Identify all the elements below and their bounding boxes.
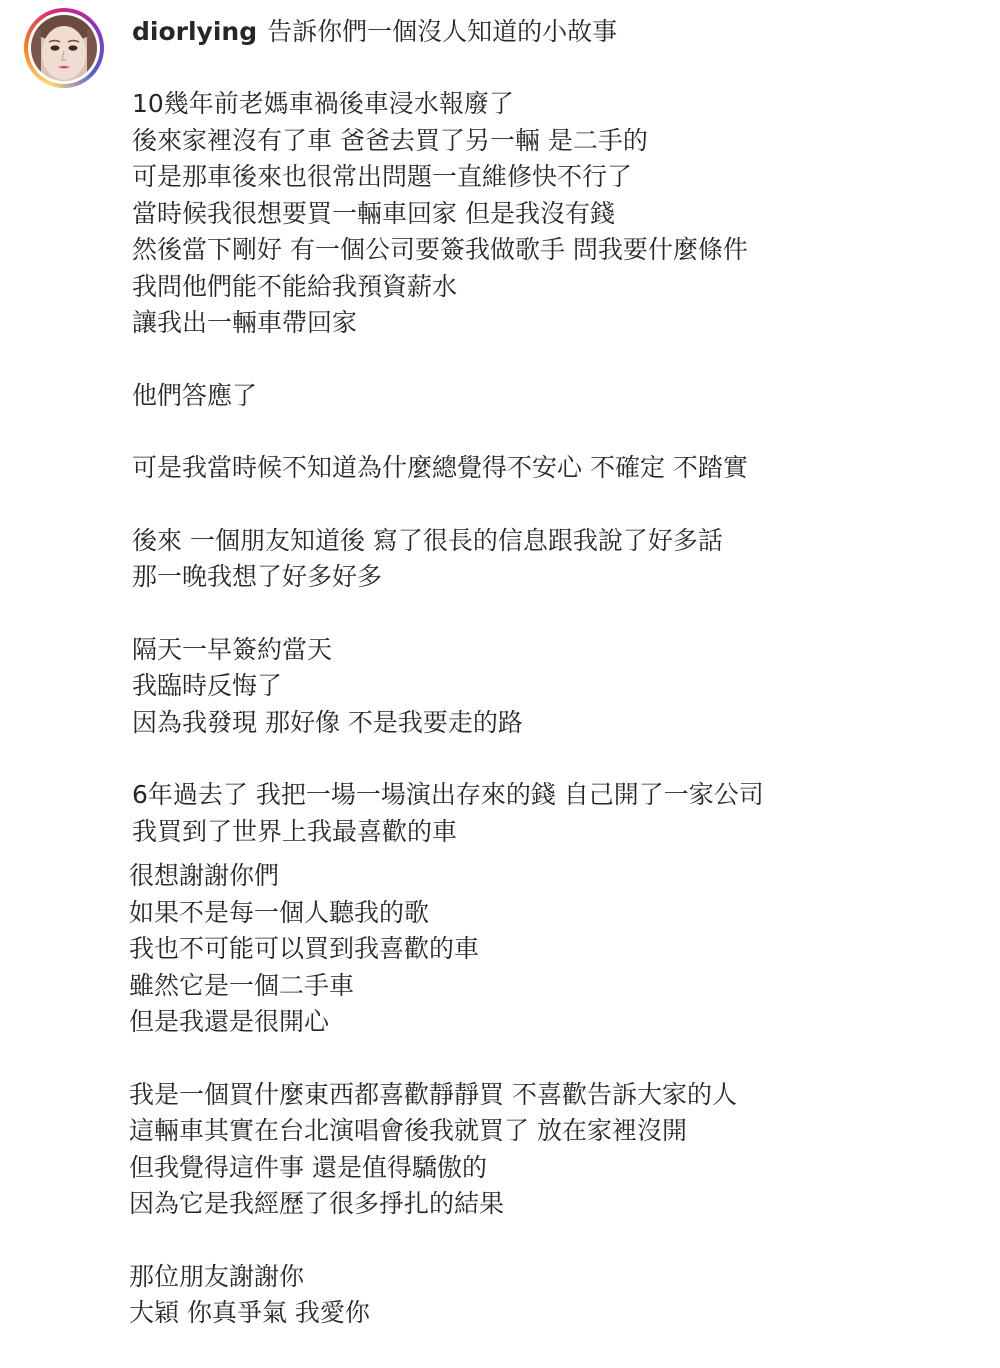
caption-first-line: 告訴你們一個沒人知道的小故事 xyxy=(267,17,618,46)
caption-line: 隔天一早簽約當天 xyxy=(132,634,333,664)
paragraph-3 xyxy=(132,450,982,487)
caption-body xyxy=(129,86,982,1368)
caption-header xyxy=(132,14,617,50)
avatar-frame xyxy=(28,12,100,84)
caption-line: 我問他們能不能給我預資薪水 xyxy=(132,271,458,301)
caption-line: 大穎 你真爭氣 我愛你 xyxy=(129,1298,370,1327)
caption-line: 我買到了世界上我最喜歡的車 xyxy=(132,816,458,846)
paragraph-6 xyxy=(132,777,982,850)
caption-line: 但我覺得這件事 還是值得驕傲的 xyxy=(129,1152,487,1182)
caption-line: 如果不是每一個人聽我的歌 xyxy=(129,897,430,927)
caption-line: 然後當下剛好 有一個公司要簽我做歌手 問我要什麼條件 xyxy=(132,235,748,264)
caption-line: 當時候我很想要買一輛車回家 但是我沒有錢 xyxy=(132,198,615,228)
caption-line: 但是我還是很開心 xyxy=(129,1007,330,1036)
avatar[interactable] xyxy=(31,15,97,81)
caption-line: 6年過去了 我把一場一場演出存來的錢 自己開了一家公司 xyxy=(132,780,764,809)
avatar-face-icon xyxy=(31,15,97,81)
paragraph-9 xyxy=(129,1259,982,1332)
caption-line: 因為我發現 那好像 不是我要走的路 xyxy=(132,707,523,737)
caption-line: 我臨時反悔了 xyxy=(132,671,283,700)
paragraph-8 xyxy=(129,1077,982,1223)
caption-line: 可是我當時候不知道為什麼總覺得不安心 不確定 不踏實 xyxy=(132,453,748,482)
caption-line: 可是那車後來也很常出問題一直維修快不行了 xyxy=(132,162,633,191)
paragraph-4 xyxy=(132,523,982,596)
caption-line: 雖然它是一個二手車 xyxy=(129,970,355,1000)
caption-line: 他們答應了 xyxy=(132,380,258,410)
caption-line: 這輛車其實在台北演唱會後我就買了 放在家裡沒開 xyxy=(129,1116,687,1145)
caption-line: 很想謝謝你們 xyxy=(129,861,280,890)
caption-line: 那位朋友謝謝你 xyxy=(129,1261,305,1291)
caption-line: 後來 一個朋友知道後 寫了很長的信息跟我說了好多話 xyxy=(132,525,723,555)
caption-line: 後來家裡沒有了車 爸爸去買了另一輛 是二手的 xyxy=(132,125,648,155)
caption-line: 我也不可能可以買到我喜歡的車 xyxy=(129,934,480,963)
caption-line: 我是一個買什麼東西都喜歡靜靜買 不喜歡告訴大家的人 xyxy=(129,1079,737,1109)
caption-line: 10幾年前老媽車禍後車浸水報廢了 xyxy=(132,89,514,118)
paragraph-7 xyxy=(129,858,982,1041)
caption-line: 讓我出一輛車帶回家 xyxy=(132,308,358,337)
story-ring[interactable] xyxy=(24,8,104,88)
paragraph-5 xyxy=(132,632,982,742)
paragraph-2 xyxy=(132,378,982,415)
caption-line: 因為它是我經歷了很多掙扎的結果 xyxy=(129,1189,505,1218)
paragraph-1 xyxy=(132,86,982,342)
caption-line: 那一晚我想了好多好多 xyxy=(132,562,383,591)
username-link[interactable]: diorlying xyxy=(132,17,258,46)
